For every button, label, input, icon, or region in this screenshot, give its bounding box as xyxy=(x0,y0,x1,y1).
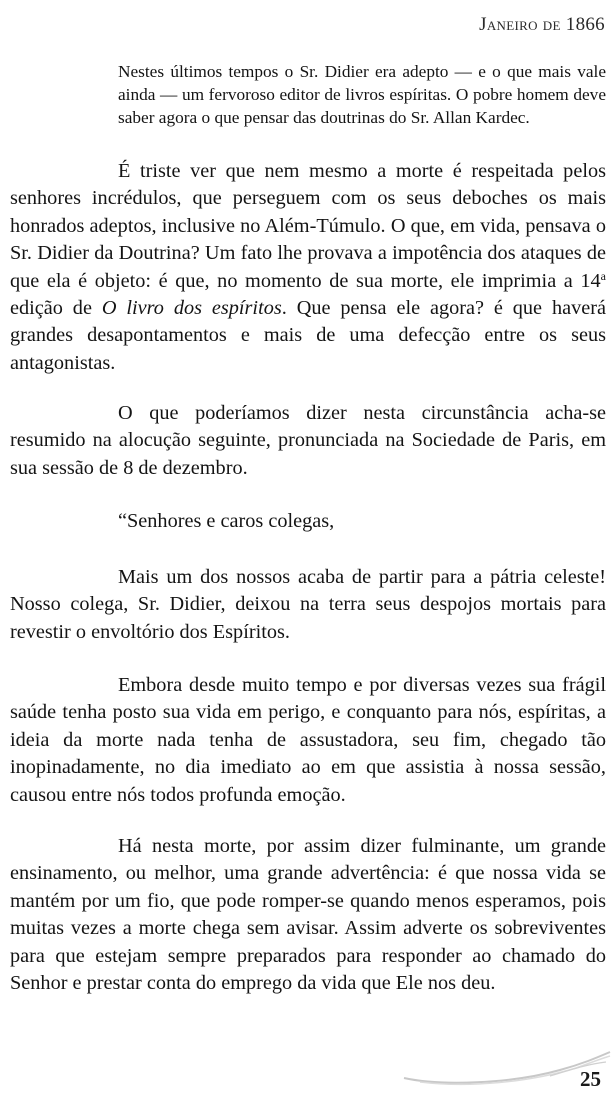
paragraph-1-text-mid: edição de xyxy=(10,297,102,320)
paragraph-1 xyxy=(10,158,606,377)
paragraph-2 xyxy=(10,400,606,482)
paragraph-1-text-end: . Que pensa ele agora? é que haverá grandes desapontamentos e mais de uma defecção entre os seus antagonistas. xyxy=(10,297,606,374)
page-number: 25 xyxy=(580,1067,601,1091)
paragraph-4 xyxy=(10,564,606,646)
paragraph-6 xyxy=(10,833,606,997)
paragraph-2-text: O que poderíamos dizer nesta circunstância acha-se resumido na alocução seguinte, pronunciada na Sociedade de Paris, em sua sessão de 8 de dezembro. xyxy=(10,402,606,479)
paragraph-6-text: Há nesta morte, por assim dizer fulminante, um grande ensinamento, ou melhor, uma grande advertência: é que nossa vida se mantém por um fio, que pode romper-se quando menos esperamos, pois muitas vezes a morte chega sem avisar. Assim adverte os sobreviventes para que estejam sempre preparados para responder ao chamado do Senhor e prestar conta do emprego da vida que Ele nos deu. xyxy=(10,835,606,995)
salutation-text: “Senhores e caros colegas, xyxy=(118,510,335,532)
paragraph-5 xyxy=(10,672,606,809)
paragraph-4-text: Mais um dos nossos acaba de partir para a pátria celeste! Nosso colega, Sr. Didier, deixou na terra seus despojos mortais para revestir o envoltório dos Espíritos. xyxy=(10,566,606,643)
block-quote: Nestes últimos tempos o Sr. Didier era adepto — e o que mais vale ainda — um fervoroso editor de livros espíritas. O pobre homem deve saber agora o que pensar das doutrinas do Sr. Allan Kardec. xyxy=(118,62,606,127)
paragraph-5-text: Embora desde muito tempo e por diversas vezes sua frágil saúde tenha posto sua vida em perigo, e conquanto para nós, espíritas, a ideia da morte nada tenha de assustadora, seu fim, chegado tão inopinadamente, no dia imediato ao em que assistia à nossa sessão, causou entre nós todos profunda emoção. xyxy=(10,674,606,806)
paragraph-1-text: É triste ver que nem mesmo a morte é respeitada pelos senhores incrédulos, que perseguem com os seus deboches os mais honrados adeptos, inclusive no Além-Túmulo. O que, em vida, pensava o Sr. Didier da Doutrina? Um fato lhe provava a impotência dos ataques de que ela é objeto: é que, no momento de sua morte, ele imprimia a 14 xyxy=(10,160,606,292)
salutation xyxy=(10,508,606,535)
running-header: Janeiro de 1866 xyxy=(479,14,605,35)
book-title: O livro dos espíritos xyxy=(101,297,282,320)
ordinal-superscript: a xyxy=(600,268,606,283)
